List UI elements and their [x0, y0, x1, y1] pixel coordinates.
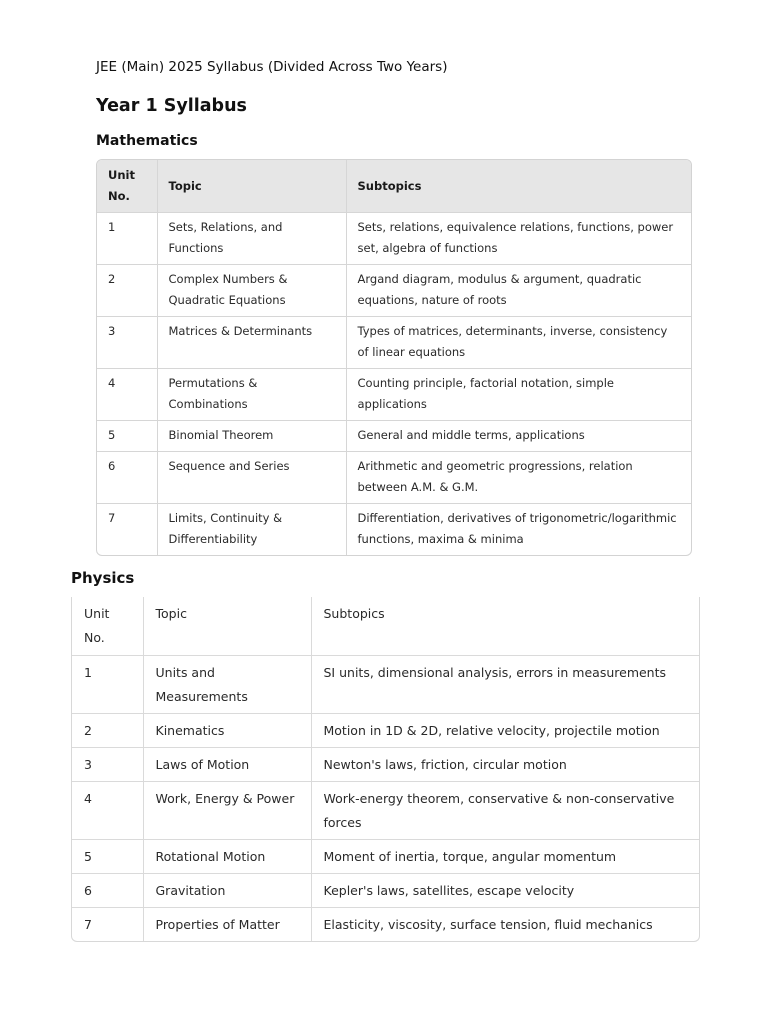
topic-cell: Kinematics	[143, 713, 311, 747]
table-row	[72, 713, 699, 747]
table-row	[97, 369, 691, 421]
table-row	[72, 747, 699, 781]
unit-cell: 6	[72, 873, 143, 907]
unit-cell: 1	[72, 655, 143, 713]
unit-cell: 2	[97, 265, 157, 317]
table-row	[97, 421, 691, 452]
table-header-row	[97, 160, 691, 213]
subtopics-cell: Motion in 1D & 2D, relative velocity, projectile motion	[311, 713, 699, 747]
table-row	[97, 452, 691, 504]
unit-cell: 7	[97, 504, 157, 556]
topic-cell: Binomial Theorem	[157, 421, 346, 452]
topic-cell: Limits, Continuity & Differentiability	[157, 504, 346, 556]
column-header-topic: Topic	[157, 160, 346, 213]
column-header-unit: Unit No.	[72, 597, 143, 655]
topic-cell: Sequence and Series	[157, 452, 346, 504]
topic-cell: Permutations & Combinations	[157, 369, 346, 421]
subtopics-cell: Work-energy theorem, conservative & non-conservative forces	[311, 781, 699, 839]
table-row	[72, 873, 699, 907]
table-row	[72, 907, 699, 941]
subtopics-cell: Moment of inertia, torque, angular momentum	[311, 839, 699, 873]
topic-cell: Complex Numbers & Quadratic Equations	[157, 265, 346, 317]
column-header-topic: Topic	[143, 597, 311, 655]
subtopics-cell: Types of matrices, determinants, inverse, consistency of linear equations	[346, 317, 691, 369]
unit-cell: 4	[97, 369, 157, 421]
column-header-unit: Unit No.	[97, 160, 157, 213]
table-row	[72, 781, 699, 839]
topic-cell: Sets, Relations, and Functions	[157, 213, 346, 265]
subtopics-cell: General and middle terms, applications	[346, 421, 691, 452]
physics-table	[71, 597, 700, 942]
subtopics-cell: Differentiation, derivatives of trigonometric/logarithmic functions, maxima & minima	[357, 511, 677, 546]
table-row	[72, 655, 699, 713]
subtopics-cell: Arithmetic and geometric progressions, relation between A.M. & G.M.	[346, 452, 691, 504]
topic-cell: Gravitation	[143, 873, 311, 907]
column-header-subtopics: Subtopics	[311, 597, 699, 655]
subtopics-cell: Sets, relations, equivalence relations, functions, power set, algebra of functions	[346, 213, 691, 265]
unit-cell: 6	[97, 452, 157, 504]
table-row	[97, 265, 691, 317]
topic-cell: Laws of Motion	[143, 747, 311, 781]
document-title: JEE (Main) 2025 Syllabus (Divided Across Two Years)	[96, 59, 448, 75]
subtopics-cell: SI units, dimensional analysis, errors in measurements	[311, 655, 699, 713]
unit-cell: 1	[97, 213, 157, 265]
unit-cell: 2	[72, 713, 143, 747]
topic-cell: Matrices & Determinants	[157, 317, 346, 369]
unit-cell: 3	[72, 747, 143, 781]
table-header-row	[72, 597, 699, 655]
topic-cell: Rotational Motion	[143, 839, 311, 873]
table-row	[97, 317, 691, 369]
table-row	[72, 839, 699, 873]
unit-cell: 7	[72, 907, 143, 941]
table-row	[97, 213, 691, 265]
unit-cell: 5	[72, 839, 143, 873]
subtopics-cell: Counting principle, factorial notation, simple applications	[346, 369, 691, 421]
physics-heading: Physics	[71, 569, 135, 587]
topic-cell: Properties of Matter	[143, 907, 311, 941]
mathematics-heading: Mathematics	[96, 133, 198, 149]
unit-cell: 4	[72, 781, 143, 839]
subtopics-cell: Argand diagram, modulus & argument, quadratic equations, nature of roots	[346, 265, 691, 317]
subtopics-cell: Kepler's laws, satellites, escape velocity	[311, 873, 699, 907]
column-header-subtopics: Subtopics	[346, 160, 691, 213]
topic-cell: Units and Measurements	[143, 655, 311, 713]
subtopics-cell: Elasticity, viscosity, surface tension, fluid mechanics	[323, 916, 653, 932]
table-row	[97, 504, 691, 556]
year-heading: Year 1 Syllabus	[96, 96, 247, 116]
subtopics-cell: Newton's laws, friction, circular motion	[311, 747, 699, 781]
topic-cell: Work, Energy & Power	[143, 781, 311, 839]
mathematics-table	[96, 159, 692, 556]
unit-cell: 3	[97, 317, 157, 369]
unit-cell: 5	[97, 421, 157, 452]
